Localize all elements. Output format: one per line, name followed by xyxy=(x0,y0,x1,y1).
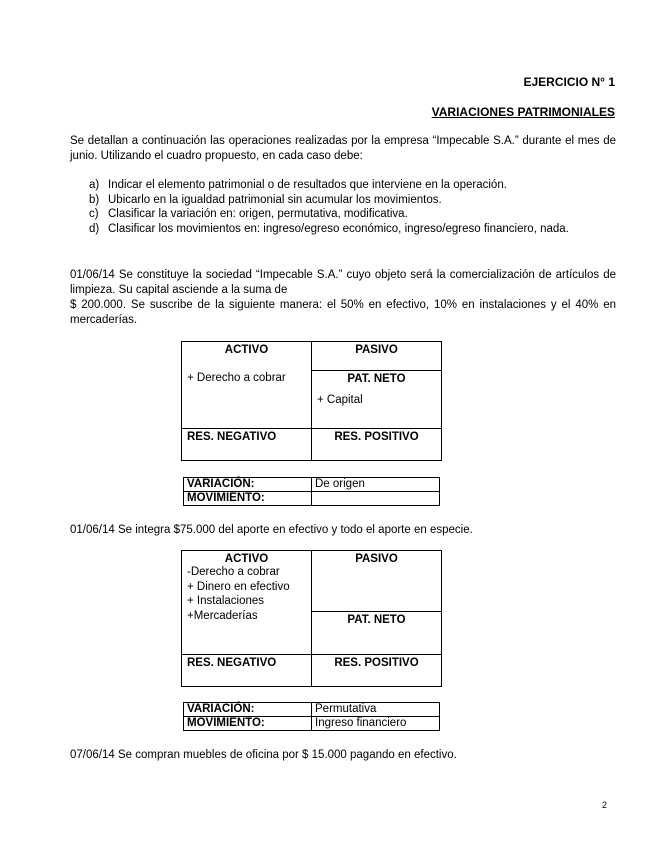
movimiento-label: MOVIMIENTO: xyxy=(184,492,312,506)
activo-item: +Mercaderías xyxy=(187,609,258,622)
operation-1-line-a: 01/06/14 Se constituye la sociedad “Impecable S.A.” cuyo objeto será la comercialización de artículos de limpieza. Su capital asciende a la suma de xyxy=(70,269,616,296)
variacion-label: VARIACIÓN: xyxy=(184,703,312,717)
variacion-value: Permutativa xyxy=(312,703,440,717)
activo-header: ACTIVO xyxy=(224,344,269,356)
pat-neto-cell xyxy=(312,371,442,429)
instruction-text: Clasificar los movimientos en: ingreso/egreso económico, ingreso/egreso financiero, nada. xyxy=(108,222,569,235)
res-negativo-cell xyxy=(182,655,312,687)
movimiento-value: Ingreso financiero xyxy=(312,717,440,731)
pasivo-header: PASIVO xyxy=(355,553,398,565)
res-negativo-header: RES. NEGATIVO xyxy=(187,657,277,669)
movimiento-label: MOVIMIENTO: xyxy=(184,717,312,731)
operation-3-text: 07/06/14 Se compran muebles de oficina por $ 15.000 pagando en efectivo. xyxy=(70,749,457,761)
res-positivo-cell xyxy=(312,429,442,461)
movimiento-value xyxy=(312,492,440,506)
section-subtitle: VARIACIONES PATRIMONIALES xyxy=(431,105,615,119)
pasivo-header: PASIVO xyxy=(355,344,398,356)
page-number: 2 xyxy=(601,800,607,810)
pat-neto-item: + Capital xyxy=(317,394,363,406)
res-positivo-header: RES. POSITIVO xyxy=(334,431,419,443)
activo-cell xyxy=(182,342,312,429)
instruction-marker: c) xyxy=(89,208,99,220)
activo-item: + Instalaciones xyxy=(187,595,265,607)
activo-item: + Dinero en efectivo xyxy=(187,580,290,593)
patrimonial-table-1 xyxy=(181,341,442,461)
activo-header: ACTIVO xyxy=(224,553,269,565)
instruction-item xyxy=(89,207,648,222)
pasivo-cell xyxy=(312,551,442,612)
patrimonial-table-2 xyxy=(181,550,442,687)
operation-2-text: 01/06/14 Se integra $75.000 del aporte en efectivo y todo el aporte en especie. xyxy=(70,524,473,536)
instruction-item xyxy=(89,178,648,193)
exercise-title: EJERCICIO N° 1 xyxy=(523,75,615,89)
res-positivo-header: RES. POSITIVO xyxy=(334,657,419,669)
variacion-label: VARIACIÓN: xyxy=(184,478,312,492)
variation-table-1 xyxy=(183,477,440,506)
pat-neto-header: PAT. NETO xyxy=(347,373,406,385)
instruction-text: Indicar el elemento patrimonial o de resultados que interviene en la operación. xyxy=(108,179,507,191)
operation-1-text xyxy=(70,268,616,328)
res-positivo-cell xyxy=(312,655,442,687)
intro-paragraph: Se detallan a continuación las operaciones realizadas por la empresa “Impecable S.A.” durante el mes de junio. Utilizando el cuadro propuesto, en cada caso debe: xyxy=(70,135,616,162)
activo-item: + Derecho a cobrar xyxy=(187,372,286,384)
variation-table-2 xyxy=(183,702,440,731)
instruction-marker: d) xyxy=(89,222,100,235)
instruction-item xyxy=(89,193,648,208)
instruction-text: Clasificar la variación en: origen, permutativa, modificativa. xyxy=(108,208,408,220)
res-negativo-header: RES. NEGATIVO xyxy=(187,431,277,443)
instruction-list xyxy=(70,178,648,236)
pat-neto-cell xyxy=(312,612,442,655)
activo-item: -Derecho a cobrar xyxy=(187,566,280,578)
instruction-text: Ubicarlo en la igualdad patrimonial sin acumular los movimientos. xyxy=(108,193,442,206)
pasivo-cell xyxy=(312,342,442,371)
variacion-value: De origen xyxy=(312,478,440,492)
instruction-marker: b) xyxy=(89,193,100,206)
instruction-marker: a) xyxy=(89,179,100,191)
instruction-item xyxy=(89,222,648,237)
pat-neto-header: PAT. NETO xyxy=(347,614,406,626)
res-negativo-cell xyxy=(182,429,312,461)
activo-cell xyxy=(182,551,312,655)
operation-1-line-b: $ 200.000. Se suscribe de la siguiente manera: el 50% en efectivo, 10% en instalaciones y el 40% en mercaderías. xyxy=(70,299,616,326)
